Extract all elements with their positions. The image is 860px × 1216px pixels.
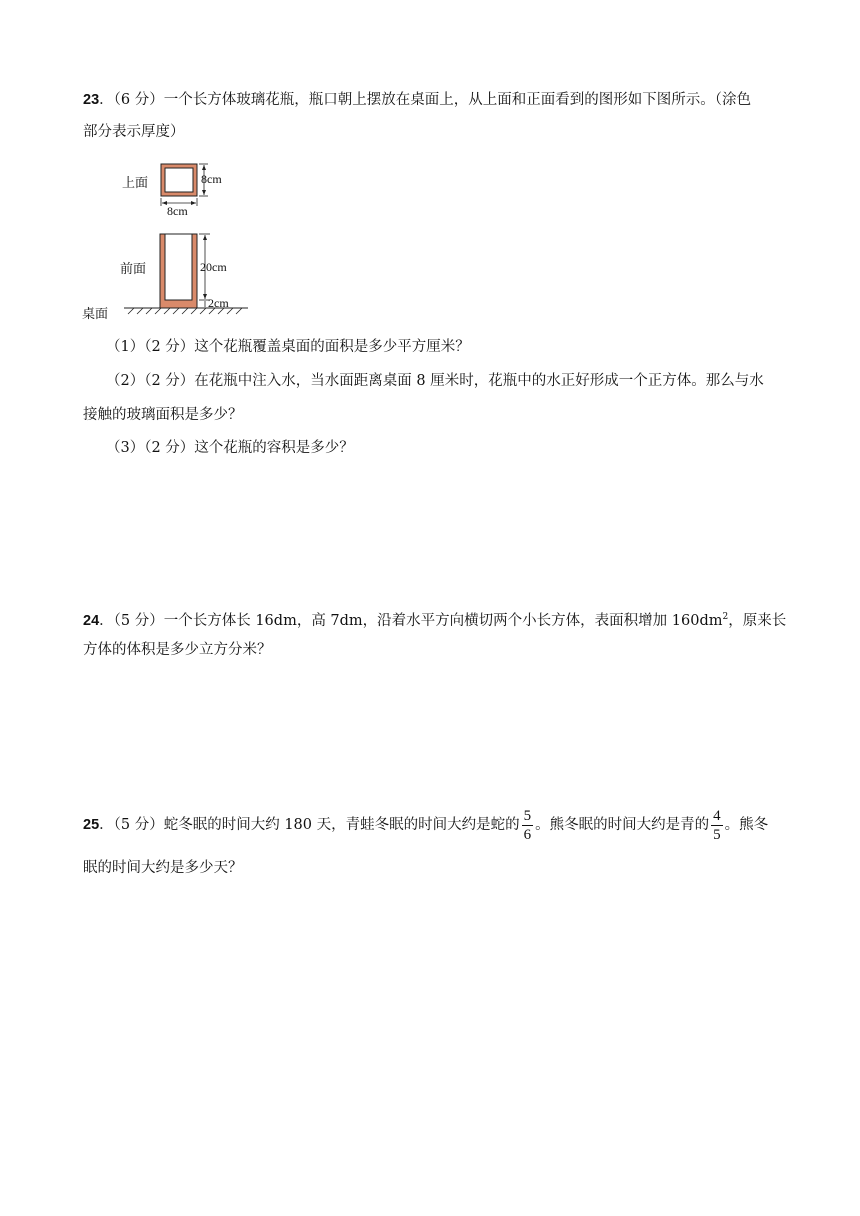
q25-stem-line1	[83, 802, 768, 848]
dim-top-bottom: 8cm	[167, 204, 188, 218]
q23-sub2-line2: 接触的玻璃面积是多少？	[83, 407, 243, 423]
fraction1-numerator: 5	[523, 807, 532, 824]
q24-stem-text-a: ．（5 分）一个长方体长 16dm，高 7dm，沿着水平方向横切两个小长方体，表面积增加 160dm	[99, 612, 723, 629]
vase-figure	[80, 160, 260, 320]
dim-thickness: 2cm	[208, 296, 229, 310]
q25-text-b: 。熊冬眠的时间大约是青的	[535, 817, 710, 833]
q23-stem-text: ．（6 分）一个长方体玻璃花瓶，瓶口朝上摆放在桌面上，从上面和正面看到的图形如下图所示。（涂色	[99, 92, 751, 108]
front-view-inner	[165, 234, 192, 300]
q23-stem-line1	[83, 90, 751, 110]
q23-sub2-line1: （2）（2 分）在花瓶中注入水，当水面距离桌面 8 厘米时，花瓶中的水正好形成一个正方体。那么与水	[106, 373, 764, 389]
top-view-inner	[165, 168, 193, 192]
q25-number: 25	[83, 817, 100, 833]
q23-stem-line2: 部分表示厚度）	[83, 124, 185, 140]
fraction-four-fifths	[711, 807, 723, 844]
vase-diagram	[80, 160, 260, 320]
q23-sub3: （3）（2 分）这个花瓶的容积是多少？	[106, 440, 354, 456]
q24-stem-line1	[83, 607, 786, 631]
q24-unit-exponent: 2	[722, 612, 729, 622]
q23-sub1: （1）（2 分）这个花瓶覆盖桌面的面积是多少平方厘米？	[106, 339, 470, 355]
fraction2-numerator: 4	[713, 807, 721, 824]
q24-stem-line2: 方体的体积是多少立方分米？	[83, 642, 272, 658]
front-view-label: 前面	[120, 262, 147, 277]
fraction1-denominator: 6	[523, 826, 532, 843]
dim-height: 20cm	[200, 260, 227, 274]
dim-top-side: 8cm	[201, 172, 222, 186]
q24-stem-text-b: ，原来长	[728, 612, 787, 629]
fraction2-denominator: 5	[713, 826, 721, 843]
q23-number: 23	[83, 92, 100, 108]
top-view-label: 上面	[122, 176, 149, 191]
q25-stem-line2: 眠的时间大约是多少天？	[83, 860, 243, 876]
fraction-five-sixths	[522, 807, 534, 844]
table-label: 桌面	[82, 307, 109, 322]
q25-text-a: ．（5 分）蛇冬眠的时间大约 180 天，青蛙冬眠的时间大约是蛇的	[99, 817, 520, 833]
q25-text-c: 。熊冬	[724, 817, 769, 833]
q24-number: 24	[83, 612, 100, 629]
